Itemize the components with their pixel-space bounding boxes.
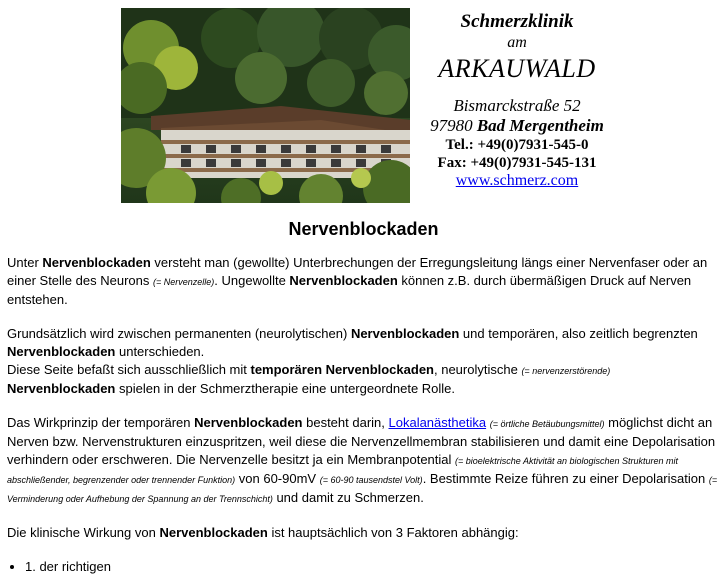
clinic-city: Bad Mergentheim	[476, 116, 604, 135]
text: , neurolytische	[434, 362, 522, 377]
small-note: (= nervenzerstörende)	[521, 366, 611, 376]
text: Die klinische Wirkung von	[7, 525, 160, 540]
clinic-address-block	[412, 8, 622, 190]
clinic-phone: Tel.: +49(0)7931-545-0	[445, 137, 589, 153]
text: unterschieden.	[115, 344, 205, 359]
text: spielen in der Schmerztherapie eine untergeordnete Rolle.	[115, 381, 456, 396]
bold-term: Nervenblockaden	[350, 326, 460, 341]
text: ist hauptsächlich von 3 Faktoren abhängig:	[267, 525, 519, 540]
clinic-name-line2: am	[507, 34, 527, 51]
text: und temporären, also zeitlich begrenzten	[459, 326, 698, 341]
small-note: (= bioelektrische Aktivität an biologischen Strukturen mit abschließender, begrenzender oder trennender Funktion)	[7, 456, 679, 485]
main-content	[7, 254, 719, 576]
clinic-building-illustration	[121, 8, 410, 203]
bold-term: Nervenblockaden	[194, 415, 303, 430]
bold-term: Nervenblockaden	[7, 344, 116, 359]
clinic-name-line3: ARKAUWALD	[438, 54, 596, 83]
small-note: (= Nervenzelle)	[152, 277, 215, 287]
clinic-street: Bismarckstraße 52	[453, 96, 581, 115]
clinic-website-link[interactable]: www.schmerz.com	[455, 172, 579, 189]
text: und damit zu Schmerzen.	[272, 490, 424, 505]
lokalanaesthetika-link[interactable]: Lokalanästhetika	[388, 415, 487, 430]
factor-list	[7, 558, 719, 576]
text: besteht darin,	[302, 415, 389, 430]
clinic-fax: Fax: +49(0)7931-545-131	[437, 155, 597, 171]
clinic-name-line1: Schmerzklinik	[460, 11, 574, 32]
text: Unter	[7, 255, 43, 270]
small-note: (= örtliche Betäubungsmittel)	[489, 419, 605, 429]
bold-term: temporären Nervenblockaden	[250, 362, 434, 377]
small-note: (= 60-90 tausendstel Volt)	[319, 475, 423, 485]
page-title: Nervenblockaden	[288, 219, 439, 239]
text: . Ungewollte	[214, 273, 290, 288]
bold-term: Nervenblockaden	[289, 273, 398, 288]
small-note: (= Verminderung oder Aufhebung der Spannung an der Trennschicht)	[7, 475, 718, 504]
text: Grundsätzlich wird zwischen permanenten (neurolytischen)	[7, 326, 351, 341]
clinic-photo	[121, 8, 410, 203]
text: Das Wirkprinzip der temporären	[7, 415, 195, 430]
paragraph-definition	[7, 254, 719, 309]
text: versteht man (gewollte) Unterbrechungen der Erregungsleitung längs einer Nervenfaser oder an einer Stelle des Neurons	[7, 255, 708, 288]
paragraph-types	[7, 325, 719, 398]
clinic-city-line	[412, 116, 622, 136]
bold-term: Nervenblockaden	[159, 525, 268, 540]
bold-term: Nervenblockaden	[7, 381, 116, 396]
list-item: • 1. der richtigen	[25, 558, 719, 576]
text: . Bestimmte Reize führen zu einer Depolarisation	[422, 471, 709, 486]
paragraph-principle	[7, 414, 719, 508]
text: von 60-90mV	[235, 471, 320, 486]
bold-term: Nervenblockaden	[42, 255, 151, 270]
paragraph-factors	[7, 524, 719, 542]
text: möglichst dicht an Nerven bzw. Nervenstrukturen einzuspritzen, weil diese die Nervenzellmembran stabilisieren und damit eine Depolarisation verhindern oder erschweren. Die Nervenzelle besitzt ja ein Membranpotential	[7, 415, 716, 467]
clinic-zip: 97980	[430, 116, 473, 135]
text: Diese Seite befaßt sich ausschließlich mit	[7, 362, 251, 377]
text: können z.B. durch übermäßigen Druck auf Nerven entstehen.	[7, 273, 692, 307]
